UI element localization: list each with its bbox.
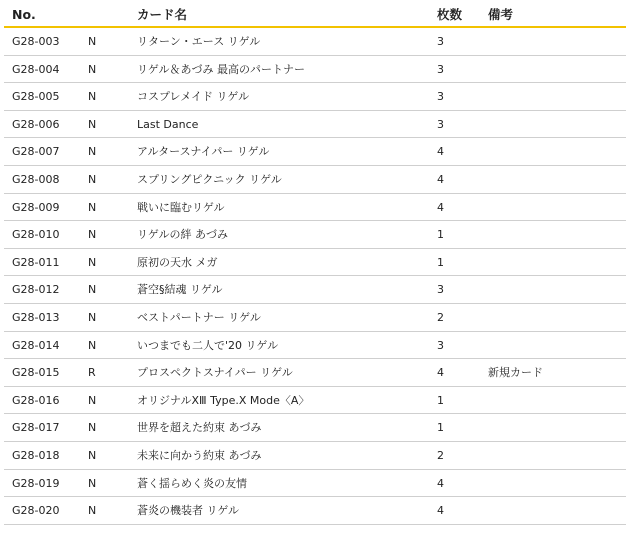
card-rarity: N [88,35,97,48]
card-rarity: N [88,90,97,104]
card-name: 蒼炎の機装者 リゲル [137,504,240,518]
card-name: リゲル＆あづみ 最高のパートナー [137,62,306,76]
card-count: 4 [437,366,444,380]
card-name: プロスペクトスナイパー リゲル [137,366,293,380]
card-count: 2 [437,448,444,462]
card-number: G28-007 [12,145,60,159]
card-number: G28-016 [12,393,60,407]
card-number: G28-018 [12,448,60,462]
card-number: G28-008 [12,172,60,186]
card-rarity: N [88,200,97,214]
card-name: 蒼空§結魂 リゲル [137,283,223,297]
table-row [4,138,626,166]
header-no: No. [12,7,36,22]
card-count: 4 [437,504,444,518]
card-name: いつまでも二人で'20 リゲル [137,338,279,352]
card-rarity: R [88,366,96,380]
table-row [4,166,626,194]
table-row [4,28,626,56]
card-count: 3 [437,117,444,131]
card-rarity: N [88,421,97,435]
card-rarity: N [88,393,97,407]
card-number: G28-017 [12,421,60,435]
table-row [4,442,626,470]
card-rarity: N [88,504,97,518]
card-number: G28-012 [12,283,60,297]
card-number: G28-020 [12,504,60,518]
card-name: オリジナルXⅢ Type.X Mode〈A〉 [137,393,310,407]
card-rarity: N [88,338,97,352]
card-rarity: N [88,228,97,242]
table-row [4,276,626,304]
card-count: 3 [437,338,444,352]
card-rarity: N [88,145,97,159]
card-number: G28-015 [12,366,60,380]
card-number: G28-013 [12,310,60,324]
card-name: 蒼く揺らめく炎の友情 [137,476,247,490]
card-rarity: N [88,62,97,76]
card-rarity: N [88,117,97,131]
card-name: 戦いに臨むリゲル [137,200,225,214]
card-name: ベストパートナー リゲル [137,310,261,324]
card-name: アルタースナイパー リゲル [137,145,270,159]
card-count: 2 [437,310,444,324]
card-number: G28-019 [12,476,60,490]
card-number: G28-005 [12,90,60,104]
card-number: G28-006 [12,117,60,131]
card-rarity: N [88,310,97,324]
card-count: 3 [437,35,444,48]
card-number: G28-014 [12,338,60,352]
card-count: 1 [437,228,444,242]
card-count: 4 [437,172,444,186]
table-row [4,359,626,387]
card-count: 4 [437,476,444,490]
card-name: リゲルの絆 あづみ [137,228,229,242]
card-name: スプリングピクニック リゲル [137,172,282,186]
card-count: 3 [437,62,444,76]
table-row [4,497,626,525]
card-name: 原初の天水 メガ [137,255,218,269]
table-row [4,111,626,139]
card-name: コスプレメイド リゲル [137,90,250,104]
card-rarity: N [88,448,97,462]
card-count: 4 [437,145,444,159]
table-row [4,304,626,332]
card-rarity: N [88,172,97,186]
table-row [4,194,626,222]
table-row [4,56,626,84]
card-count: 3 [437,283,444,297]
card-name: 世界を超えた約束 あづみ [137,421,262,435]
header-note: 備考 [488,7,514,22]
card-count: 1 [437,393,444,407]
table-row [4,249,626,277]
card-count: 1 [437,421,444,435]
table-row [4,221,626,249]
table-body [4,28,626,525]
card-number: G28-011 [12,255,60,269]
table-header [4,0,626,28]
card-number: G28-009 [12,200,60,214]
table-row [4,332,626,360]
card-count: 1 [437,255,444,269]
card-name: リターン・エース リゲル [137,35,261,48]
card-name: 未来に向かう約束 あづみ [137,448,262,462]
card-count: 3 [437,90,444,104]
table-row [4,414,626,442]
card-count: 4 [437,200,444,214]
card-list-table [4,0,626,525]
card-rarity: N [88,283,97,297]
header-count: 枚数 [437,7,463,22]
card-number: G28-010 [12,228,60,242]
card-name: Last Dance [137,117,199,131]
table-row [4,387,626,415]
table-row [4,83,626,111]
card-rarity: N [88,255,97,269]
header-card-name: カード名 [137,7,188,22]
table-row [4,470,626,498]
card-number: G28-003 [12,35,60,48]
card-number: G28-004 [12,62,60,76]
card-note: 新規カード [488,366,543,380]
card-rarity: N [88,476,97,490]
